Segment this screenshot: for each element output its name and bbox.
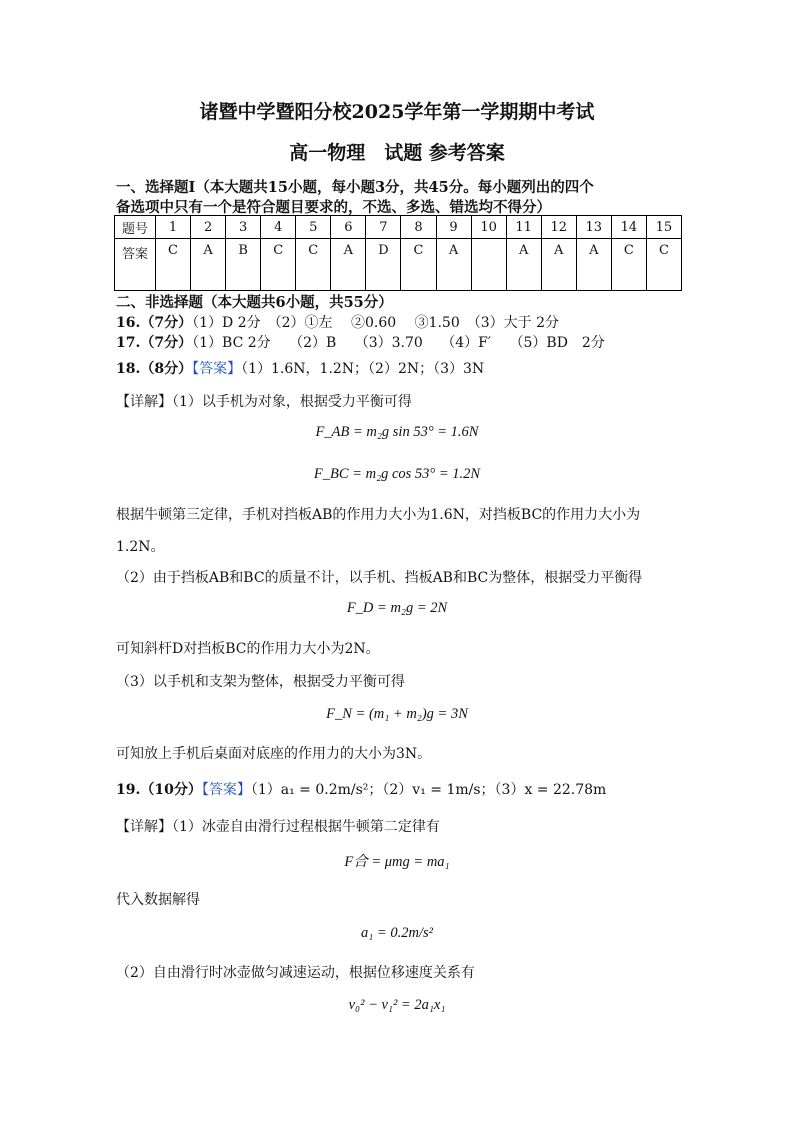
q19-detail-p1 <box>116 816 440 836</box>
q19-answer-text: （1）a₁ = 0.2m/s²；（2）v₁ = 1m/s；（3）x = 22.78m <box>250 782 607 798</box>
q19-p2: 代入数据解得 <box>116 892 200 908</box>
q18-p7: 可知放上手机后桌面对底座的作用力的大小为3N。 <box>116 746 432 762</box>
table-cell-number: 7 <box>366 216 401 239</box>
table-cell-number: 6 <box>331 216 366 239</box>
table-row-answers <box>115 239 682 291</box>
q18-eq4: F_N = (m₁ + m₂)g = 3N <box>326 706 468 722</box>
q16-label: 16.（7分） <box>116 315 193 331</box>
q19-eq1: F合 = μmg = ma₁ <box>344 854 450 870</box>
table-cell-answer: A <box>436 239 471 291</box>
table-cell-number: 3 <box>226 216 261 239</box>
q18-eq2: F_BC = m₂g cos 53° = 1.2N <box>313 466 481 482</box>
table-cell-number: 12 <box>541 216 576 239</box>
section2-heading: 二、非选择题（本大题共6小题，共55分） <box>116 294 393 311</box>
exam-title: 诸暨中学暨阳分校2025学年第一学期期中考试 <box>199 101 595 123</box>
table-cell-number: 5 <box>296 216 331 239</box>
table-cell-answer: A <box>331 239 366 291</box>
q18-answer-text: （1）1.6N，1.2N；（2）2N；（3）3N <box>241 361 485 377</box>
table-cell-answer: C <box>646 239 681 291</box>
table-cell-answer: D <box>366 239 401 291</box>
table-cell-answer: C <box>156 239 191 291</box>
q18-detail-p1 <box>116 391 412 411</box>
q19-eq2: a₁ = 0.2m/s² <box>361 925 433 941</box>
q18-p5: 可知斜杆D对挡板BC的作用力大小为2N。 <box>116 641 380 657</box>
q18-detail-tag: 【详解】 <box>116 394 172 410</box>
section1-heading-line2: 备选项中只有一个是符合题目要求的，不选、多选、错选均不得分） <box>116 199 551 216</box>
q19-answer-tag: 【答案】 <box>201 782 251 798</box>
q19-answer-line <box>116 779 606 799</box>
table-cell-answer: A <box>506 239 541 291</box>
table-cell-answer: A <box>576 239 611 291</box>
table-row-numbers <box>115 216 682 239</box>
table-cell-number: 2 <box>191 216 226 239</box>
q18-p2: 根据牛顿第三定律，手机对挡板AB的作用力大小为1.6N，对挡板BC的作用力大小为 <box>116 507 641 523</box>
q19-label: 19.（10分） <box>116 782 202 798</box>
table-cell-number: 15 <box>646 216 681 239</box>
q18-p6: （3）以手机和支架为整体，根据受力平衡可得 <box>116 674 405 690</box>
q18-p1: （1）以手机为对象，根据受力平衡可得 <box>172 394 412 410</box>
table-cell-answer: C <box>261 239 296 291</box>
q19-eq3: v₀² − v₁² = 2a₁x₁ <box>348 997 446 1013</box>
q18-label: 18.（8分） <box>116 361 193 377</box>
table-cell-number: 11 <box>506 216 541 239</box>
q18-p3: 1.2N。 <box>116 539 165 555</box>
q18-answer-tag: 【答案】 <box>192 361 242 377</box>
table-cell-answer: A <box>191 239 226 291</box>
table-cell-number: 9 <box>436 216 471 239</box>
q19-p1: （1）冰壶自由滑行过程根据牛顿第二定律有 <box>172 819 440 835</box>
q16-text: （1）D 2分 （2）①左 ②0.60 ③1.50 （3）大于 2分 <box>192 315 560 331</box>
q17-line <box>116 332 605 352</box>
table-cell-answer: C <box>401 239 436 291</box>
q19-p3: （2）自由滑行时冰壶做匀减速运动，根据位移速度关系有 <box>116 965 475 981</box>
q18-answer-line <box>116 358 484 378</box>
q17-label: 17.（7分） <box>116 335 193 351</box>
exam-subtitle: 高一物理 试题 参考答案 <box>289 142 505 164</box>
q18-eq1: F_AB = m₂g sin 53° = 1.6N <box>315 424 479 440</box>
table-cell-number: 14 <box>611 216 646 239</box>
table-cell-number: 4 <box>261 216 296 239</box>
table-row-label: 答案 <box>115 239 156 291</box>
table-cell-answer: C <box>296 239 331 291</box>
q17-text: （1）BC 2分 （2）B （3）3.70 （4）F′ （5）BD 2分 <box>192 335 605 351</box>
section1-heading-line1: 一、选择题Ⅰ（本大题共15小题，每小题3分，共45分。每小题列出的四个 <box>116 179 594 196</box>
table-cell-number: 10 <box>471 216 506 239</box>
q19-detail-tag: 【详解】 <box>116 819 172 835</box>
q18-p4: （2）由于挡板AB和BC的质量不计，以手机、挡板AB和BC为整体，根据受力平衡得 <box>116 570 643 586</box>
answer-table <box>114 215 682 291</box>
table-cell-number: 1 <box>156 216 191 239</box>
table-cell-answer: A <box>541 239 576 291</box>
table-cell-answer <box>471 239 506 291</box>
q16-line <box>116 312 559 332</box>
table-cell-answer: C <box>611 239 646 291</box>
q18-eq3: F_D = m₂g = 2N <box>346 600 448 616</box>
table-cell-number: 8 <box>401 216 436 239</box>
table-row-label: 题号 <box>115 216 156 239</box>
table-cell-answer: B <box>226 239 261 291</box>
table-cell-number: 13 <box>576 216 611 239</box>
